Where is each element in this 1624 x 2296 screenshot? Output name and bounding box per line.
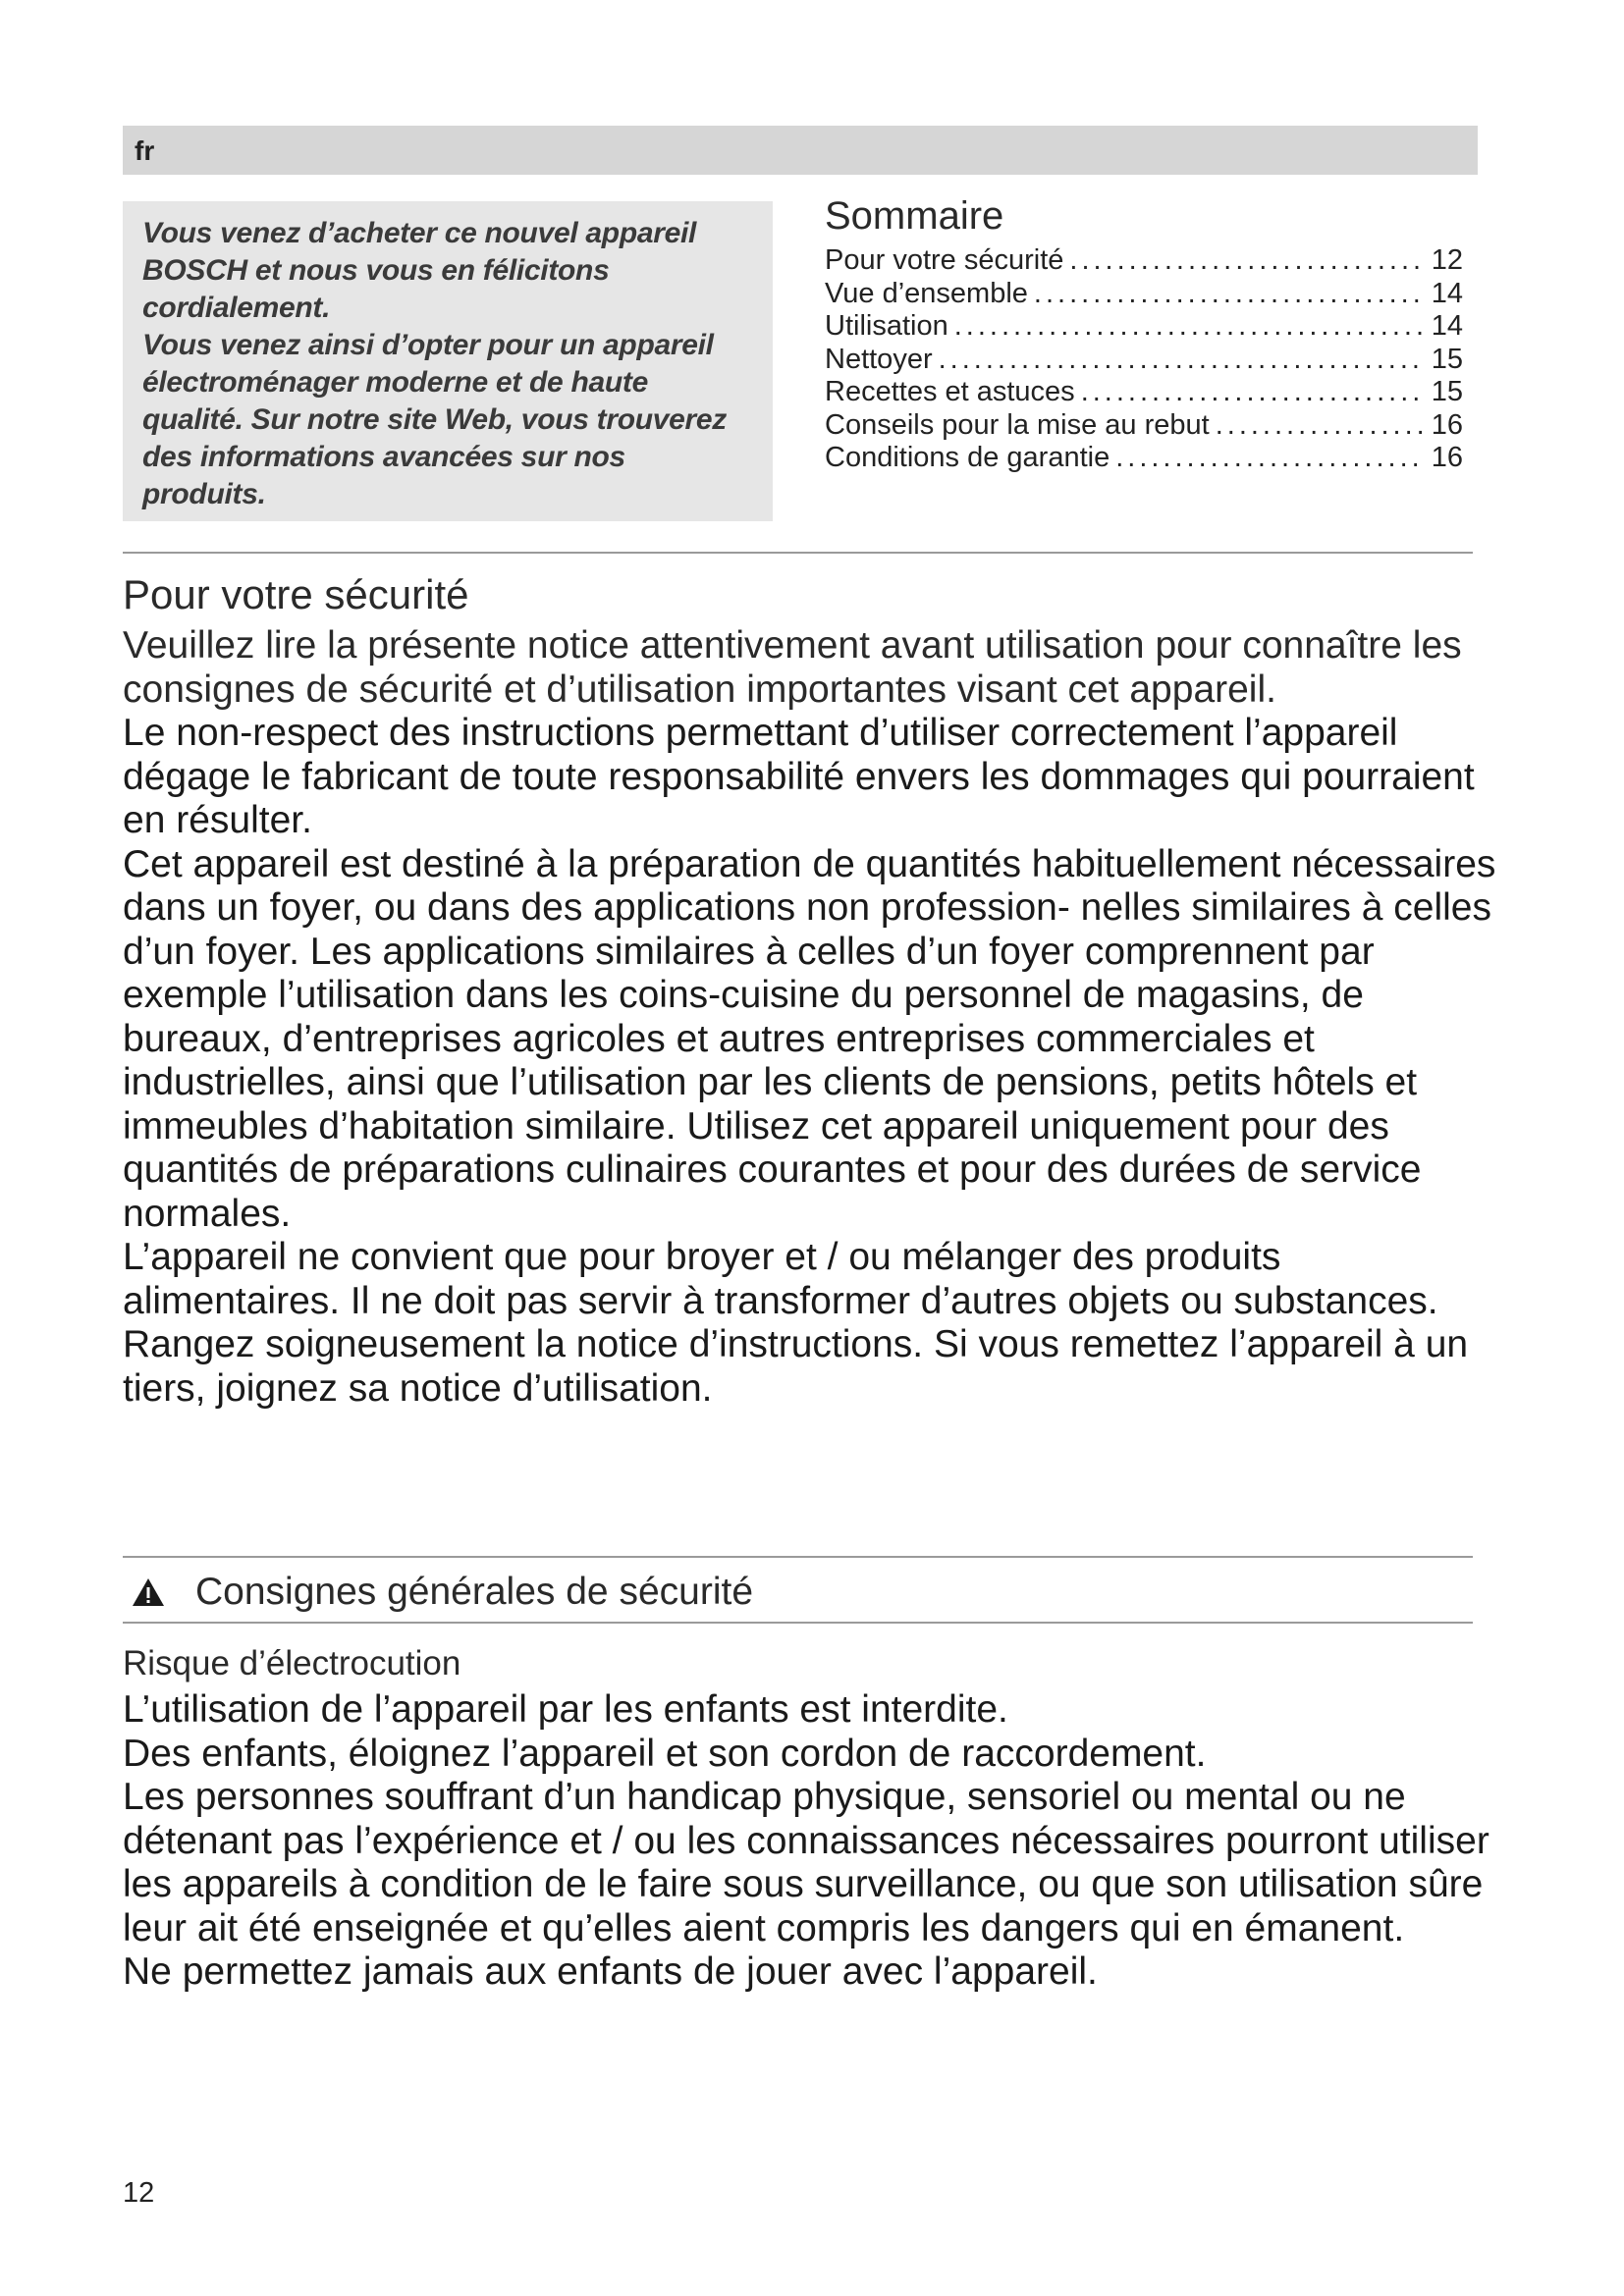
general-safety-heading [123,1571,753,1614]
toc-item[interactable] [825,409,1463,443]
safety-title: Pour votre sécurité [123,571,469,617]
toc-item[interactable] [825,344,1463,377]
toc-leader [1115,442,1426,475]
general-paragraph: Ne permettez jamais aux enfants de jouer avec l’appareil. [123,1950,1098,1993]
electrocution-title: Risque d’électrocution [123,1644,461,1682]
toc-leader [1081,376,1426,409]
general-paragraph: Les personnes souffrant d’un handicap physique, sensoriel ou mental ou ne détenant pas l’expérience et / ou les connaissances nécessaires pourront utiliser les appareils à condition de le faire sous surveillance, ou que son utilisation sûre leur ait été enseignée et qu’elles aient compris les dangers qui en émanent. [123,1776,1489,1949]
language-label: fr [135,135,155,166]
toc-item[interactable] [825,442,1463,475]
toc-item-label: Conditions de garantie [825,442,1110,473]
general-body [123,1688,1497,1995]
safety-paragraph: Le non-respect des instructions permettant d’utiliser correctement l’appareil dégage le fabricant de toute responsabilité envers les dommages qui pourraient en résulter. [123,712,1475,841]
toc-item-page: 12 [1431,244,1463,276]
toc-leader [1216,409,1426,443]
safety-paragraph: Rangez soigneusement la notice d’instructions. Si vous remettez l’appareil à un tiers, joignez sa notice d’utilisation. [123,1323,1469,1410]
toc-item-label: Nettoyer [825,343,933,375]
toc-item-label: Conseils pour la mise au rebut [825,408,1210,441]
toc-item-page: 16 [1431,442,1463,473]
warning-icon [131,1576,166,1608]
toc-leader [1069,244,1425,278]
toc-item[interactable] [825,376,1463,409]
intro-paragraph: Vous venez d’acheter ce nouvel appareil BOSCH et nous vous en félicitons cordialement. [142,217,697,324]
toc-item-page: 15 [1431,343,1463,375]
safety-paragraph: L’appareil ne convient que pour broyer et / ou mélanger des produits alimentaires. Il ne doit pas servir à transformer d’autres objets ou substances. [123,1236,1438,1322]
toc-leader [939,344,1426,377]
toc-leader [1034,278,1426,311]
toc-title: Sommaire [825,194,1004,238]
safety-body [123,624,1497,1411]
page-number: 12 [123,2177,155,2209]
intro-text [142,215,753,513]
toc-item-label: Utilisation [825,310,948,342]
safety-lead: Veuillez lire la présente notice attentivement avant utilisation pour connaître les consignes de sécurité et d’utilisation importantes visant cet appareil. [123,624,1462,711]
intro-paragraph: Vous venez ainsi d’opter pour un appareil électroménager moderne et de haute qualité. Sur notre site Web, vous trouverez des informations avancées sur nos produits. [142,329,728,510]
toc-item-label: Pour votre sécurité [825,244,1064,276]
toc-item[interactable] [825,278,1463,311]
toc-item-page: 14 [1431,277,1463,309]
general-paragraph: Des enfants, éloignez l’appareil et son cordon de raccordement. [123,1732,1207,1775]
subsection-divider-top [123,1556,1473,1558]
table-of-contents [825,194,1463,475]
general-safety-title: Consignes générales de sécurité [195,1571,754,1613]
language-bar [123,126,1478,175]
toc-item-page: 15 [1431,376,1463,407]
toc-item[interactable] [825,244,1463,278]
toc-item-label: Recettes et astuces [825,376,1075,407]
toc-item[interactable] [825,310,1463,344]
toc-item-label: Vue d’ensemble [825,277,1028,309]
subsection-divider-bottom [123,1622,1473,1624]
general-paragraph: L’utilisation de l’appareil par les enfants est interdite. [123,1688,1008,1731]
safety-paragraph: Cet appareil est destiné à la préparation de quantités habituellement nécessaires dans un foyer, ou dans des applications non profession- nelles similaires à celles d’un foyer. Les applications similaires à celles d’un foyer comprennent par exemple l’utilisation dans les coins-cuisine du personnel de magasins, de bureaux, d’entreprises agricoles et autres entreprises commerciales et industrielles, ainsi que l’utilisation par les clients de pensions, petits hôtels et immeubles d’habitation similaire. Utilisez cet appareil uniquement pour des quantités de préparations culinaires courantes et pour des durées de service normales. [123,842,1496,1235]
intro-box [123,201,773,521]
toc-leader [954,310,1426,344]
toc-item-page: 16 [1431,408,1463,441]
toc-item-page: 14 [1431,310,1463,342]
section-divider [123,552,1473,554]
